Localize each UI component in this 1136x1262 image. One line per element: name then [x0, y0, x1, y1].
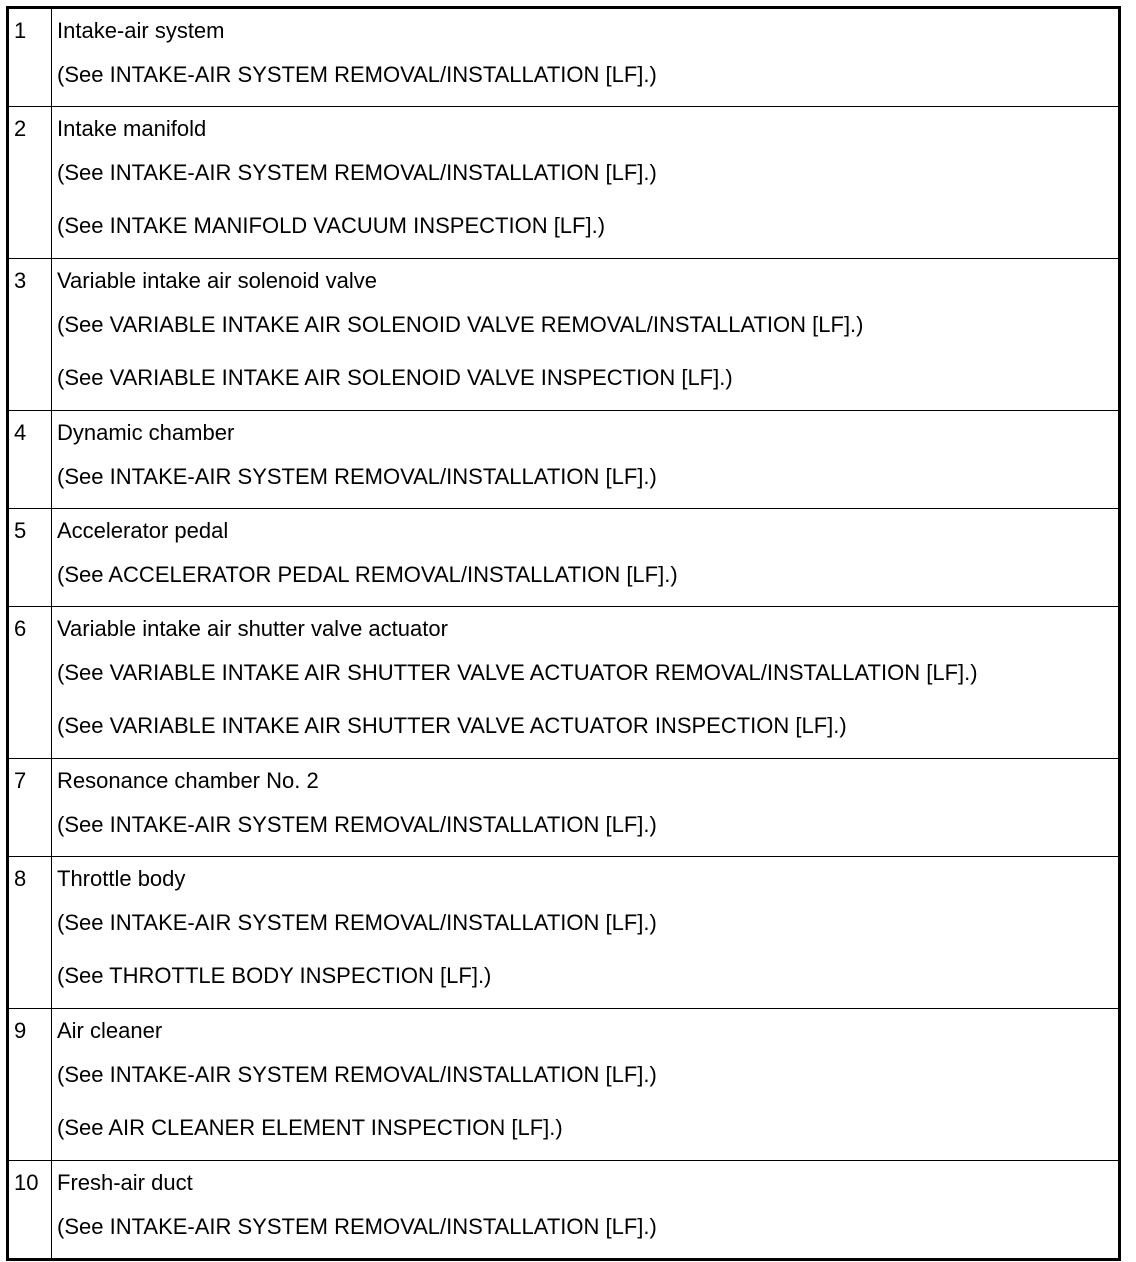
- item-description-cell: [52, 411, 1120, 509]
- reference-list: [57, 455, 1118, 508]
- item-description-cell: [52, 1161, 1120, 1260]
- item-name: Intake-air system: [57, 18, 225, 43]
- item-description-cell: [52, 259, 1120, 411]
- item-number-cell: [8, 509, 52, 607]
- item-number: 1: [14, 18, 27, 43]
- reference-list: [57, 553, 1118, 606]
- parts-table: [6, 6, 1121, 1261]
- reference-list: [57, 1053, 1118, 1160]
- item-number-cell: [8, 107, 52, 259]
- reference-list: [57, 651, 1118, 758]
- table-row: [8, 107, 1120, 259]
- item-number-cell: [8, 857, 52, 1009]
- reference-link[interactable]: (See VARIABLE INTAKE AIR SHUTTER VALVE ACTUATOR REMOVAL/INSTALLATION [LF].): [57, 660, 978, 685]
- item-number: 5: [14, 518, 27, 543]
- item-name: Dynamic chamber: [57, 420, 235, 445]
- item-description-cell: [52, 857, 1120, 1009]
- item-number-cell: [8, 411, 52, 509]
- reference-link[interactable]: (See THROTTLE BODY INSPECTION [LF].): [57, 963, 492, 988]
- item-description-cell: [52, 607, 1120, 759]
- item-number-cell: [8, 759, 52, 857]
- item-name: Air cleaner: [57, 1018, 163, 1043]
- table-row: [8, 1009, 1120, 1161]
- table-row: [8, 411, 1120, 509]
- table-row: [8, 759, 1120, 857]
- reference-list: [57, 901, 1118, 1008]
- item-description-cell: [52, 8, 1120, 107]
- parts-table-body: [8, 8, 1120, 1260]
- item-number: 6: [14, 616, 27, 641]
- item-name: Variable intake air shutter valve actuator: [57, 616, 448, 641]
- item-number: 3: [14, 268, 27, 293]
- item-number: 10: [14, 1170, 39, 1195]
- item-name: Variable intake air solenoid valve: [57, 268, 377, 293]
- item-name: Intake manifold: [57, 116, 207, 141]
- reference-list: [57, 303, 1118, 410]
- reference-list: [57, 151, 1118, 258]
- reference-link[interactable]: (See INTAKE-AIR SYSTEM REMOVAL/INSTALLATION [LF].): [57, 464, 657, 489]
- reference-link[interactable]: (See ACCELERATOR PEDAL REMOVAL/INSTALLATION [LF].): [57, 562, 678, 587]
- item-number: 4: [14, 420, 27, 445]
- reference-link[interactable]: (See VARIABLE INTAKE AIR SOLENOID VALVE REMOVAL/INSTALLATION [LF].): [57, 312, 864, 337]
- reference-link[interactable]: (See INTAKE-AIR SYSTEM REMOVAL/INSTALLATION [LF].): [57, 1062, 657, 1087]
- item-number-cell: [8, 1161, 52, 1260]
- reference-link[interactable]: (See INTAKE-AIR SYSTEM REMOVAL/INSTALLATION [LF].): [57, 812, 657, 837]
- item-name: Accelerator pedal: [57, 518, 229, 543]
- item-description-cell: [52, 759, 1120, 857]
- item-description-cell: [52, 1009, 1120, 1161]
- item-number: 2: [14, 116, 27, 141]
- table-row: [8, 259, 1120, 411]
- item-name: Throttle body: [57, 866, 186, 891]
- reference-list: [57, 803, 1118, 856]
- item-number: 8: [14, 866, 27, 891]
- reference-link[interactable]: (See VARIABLE INTAKE AIR SHUTTER VALVE ACTUATOR INSPECTION [LF].): [57, 713, 847, 738]
- table-row: [8, 857, 1120, 1009]
- item-number-cell: [8, 1009, 52, 1161]
- table-row: [8, 607, 1120, 759]
- reference-link[interactable]: (See VARIABLE INTAKE AIR SOLENOID VALVE INSPECTION [LF].): [57, 365, 733, 390]
- reference-link[interactable]: (See INTAKE-AIR SYSTEM REMOVAL/INSTALLATION [LF].): [57, 62, 657, 87]
- table-row: [8, 8, 1120, 107]
- item-number: 9: [14, 1018, 27, 1043]
- item-description-cell: [52, 509, 1120, 607]
- table-row: [8, 509, 1120, 607]
- table-row: [8, 1161, 1120, 1260]
- item-number-cell: [8, 607, 52, 759]
- reference-link[interactable]: (See INTAKE-AIR SYSTEM REMOVAL/INSTALLATION [LF].): [57, 1214, 657, 1239]
- item-number-cell: [8, 8, 52, 107]
- item-description-cell: [52, 107, 1120, 259]
- item-name: Fresh-air duct: [57, 1170, 193, 1195]
- reference-list: [57, 53, 1118, 106]
- reference-link[interactable]: (See INTAKE MANIFOLD VACUUM INSPECTION [LF].): [57, 213, 606, 238]
- reference-link[interactable]: (See AIR CLEANER ELEMENT INSPECTION [LF].): [57, 1115, 563, 1140]
- item-name: Resonance chamber No. 2: [57, 768, 319, 793]
- reference-link[interactable]: (See INTAKE-AIR SYSTEM REMOVAL/INSTALLATION [LF].): [57, 910, 657, 935]
- reference-list: [57, 1205, 1118, 1258]
- reference-link[interactable]: (See INTAKE-AIR SYSTEM REMOVAL/INSTALLATION [LF].): [57, 160, 657, 185]
- item-number-cell: [8, 259, 52, 411]
- item-number: 7: [14, 768, 27, 793]
